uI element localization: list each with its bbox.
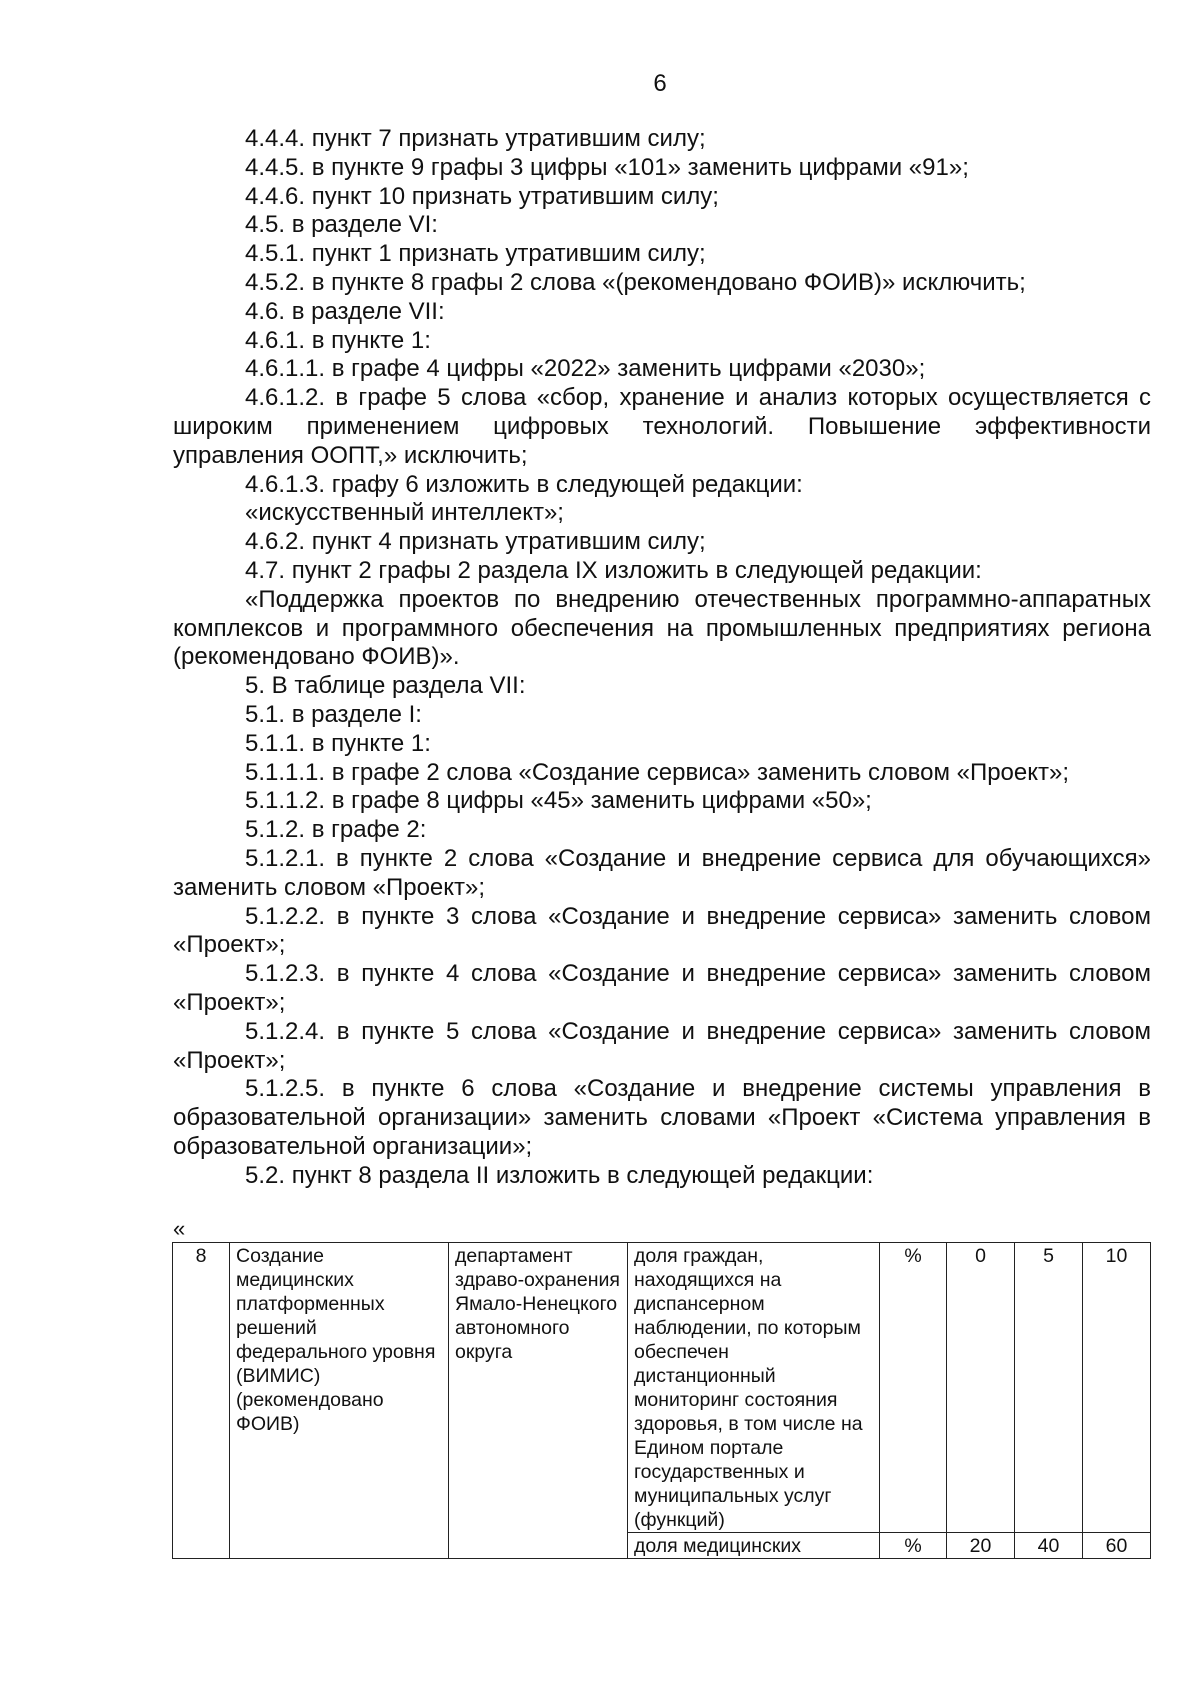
paragraph: «искусственный интеллект»; <box>245 499 564 527</box>
paragraph: 4.5.1. пункт 1 признать утратившим силу; <box>245 240 706 268</box>
cell-unit: % <box>880 1243 947 1533</box>
paragraph: 5.1.2. в графе 2: <box>245 816 427 844</box>
page-number: 6 <box>653 70 667 97</box>
paragraph: 4.4.5. в пункте 9 графы 3 цифры «101» заменить цифрами «91»; <box>245 153 969 181</box>
cell-project-name: Создание медицинских платформенных решений федерального уровня (ВИМИС) (рекомендовано ФОИВ) <box>230 1243 449 1559</box>
cell-value: 0 <box>947 1243 1015 1533</box>
paragraph: 4.6.1.2. в графе 5 слова «сбор, хранение и анализ которых осуществляется с широким применением цифровых технологий. Повышение эффективности управления ООПТ,» исключить; <box>173 384 1151 469</box>
paragraph: 5.1.2.2. в пункте 3 слова «Создание и внедрение сервиса» заменить словом «Проект»; <box>173 902 1151 959</box>
paragraph: 4.7. пункт 2 графы 2 раздела IX изложить в следующей редакции: <box>245 556 982 584</box>
cell-value: 5 <box>1015 1243 1083 1533</box>
paragraph: 4.6. в разделе VII: <box>245 297 445 325</box>
table-open-quote: « <box>173 1216 186 1241</box>
paragraph: 4.6.1.1. в графе 4 цифры «2022» заменить цифрами «2030»; <box>245 355 926 383</box>
paragraph: 5.2. пункт 8 раздела II изложить в следующей редакции: <box>245 1161 874 1189</box>
paragraph: 4.6.2. пункт 4 признать утратившим силу; <box>245 528 706 556</box>
paragraph: 5. В таблице раздела VII: <box>245 672 526 700</box>
paragraph: 4.5.2. в пункте 8 графы 2 слова «(рекомендовано ФОИВ)» исключить; <box>245 268 1026 296</box>
paragraph: 5.1.2.1. в пункте 2 слова «Создание и внедрение сервиса для обучающихся» заменить словом «Проект»; <box>173 844 1151 901</box>
cell-value: 20 <box>947 1533 1015 1559</box>
paragraph: 5.1.1. в пункте 1: <box>245 729 431 757</box>
cell-value: 60 <box>1083 1533 1151 1559</box>
cell-value: 40 <box>1015 1533 1083 1559</box>
paragraph: 5.1. в разделе I: <box>245 700 422 728</box>
paragraph: 5.1.1.1. в графе 2 слова «Создание сервиса» заменить словом «Проект»; <box>245 758 1070 786</box>
paragraph: 4.4.4. пункт 7 признать утратившим силу; <box>245 125 706 152</box>
cell-indicator: доля медицинских <box>628 1533 880 1559</box>
document-body <box>173 125 1151 1190</box>
paragraph: 4.5. в разделе VI: <box>245 211 438 239</box>
paragraph: 4.4.6. пункт 10 признать утратившим силу; <box>245 182 719 210</box>
cell-item-number: 8 <box>173 1243 230 1559</box>
cell-indicator: доля граждан, находящихся на диспансерном наблюдении, по которым обеспечен дистанционный мониторинг состояния здоровья, в том числе на Едином портале государственных и муниципальных услуг (функций) <box>628 1243 880 1533</box>
table-row <box>173 1243 1151 1533</box>
paragraph: 5.1.2.5. в пункте 6 слова «Создание и внедрение системы управления в образовательной организации» заменить словами «Проект «Система управления в образовательной организации»; <box>173 1075 1151 1160</box>
paragraph: 5.1.2.3. в пункте 4 слова «Создание и внедрение сервиса» заменить словом «Проект»; <box>173 960 1151 1016</box>
paragraph: 5.1.2.4. в пункте 5 слова «Создание и внедрение сервиса» заменить словом «Проект»; <box>173 1017 1151 1074</box>
paragraph: 4.6.1.3. графу 6 изложить в следующей редакции: <box>245 470 803 498</box>
paragraph: 5.1.1.2. в графе 8 цифры «45» заменить цифрами «50»; <box>245 787 872 815</box>
paragraph: «Поддержка проектов по внедрению отечественных программно-аппаратных комплексов и программного обеспечения на промышленных предприятиях региона (рекомендовано ФОИВ)». <box>173 585 1151 671</box>
cell-unit: % <box>880 1533 947 1559</box>
cell-executor: департамент здраво-охранения Ямало-Ненецкого автономного округа <box>449 1243 628 1559</box>
cell-value: 10 <box>1083 1243 1151 1533</box>
paragraph: 4.6.1. в пункте 1: <box>245 326 431 354</box>
amendment-table <box>172 1242 1151 1559</box>
